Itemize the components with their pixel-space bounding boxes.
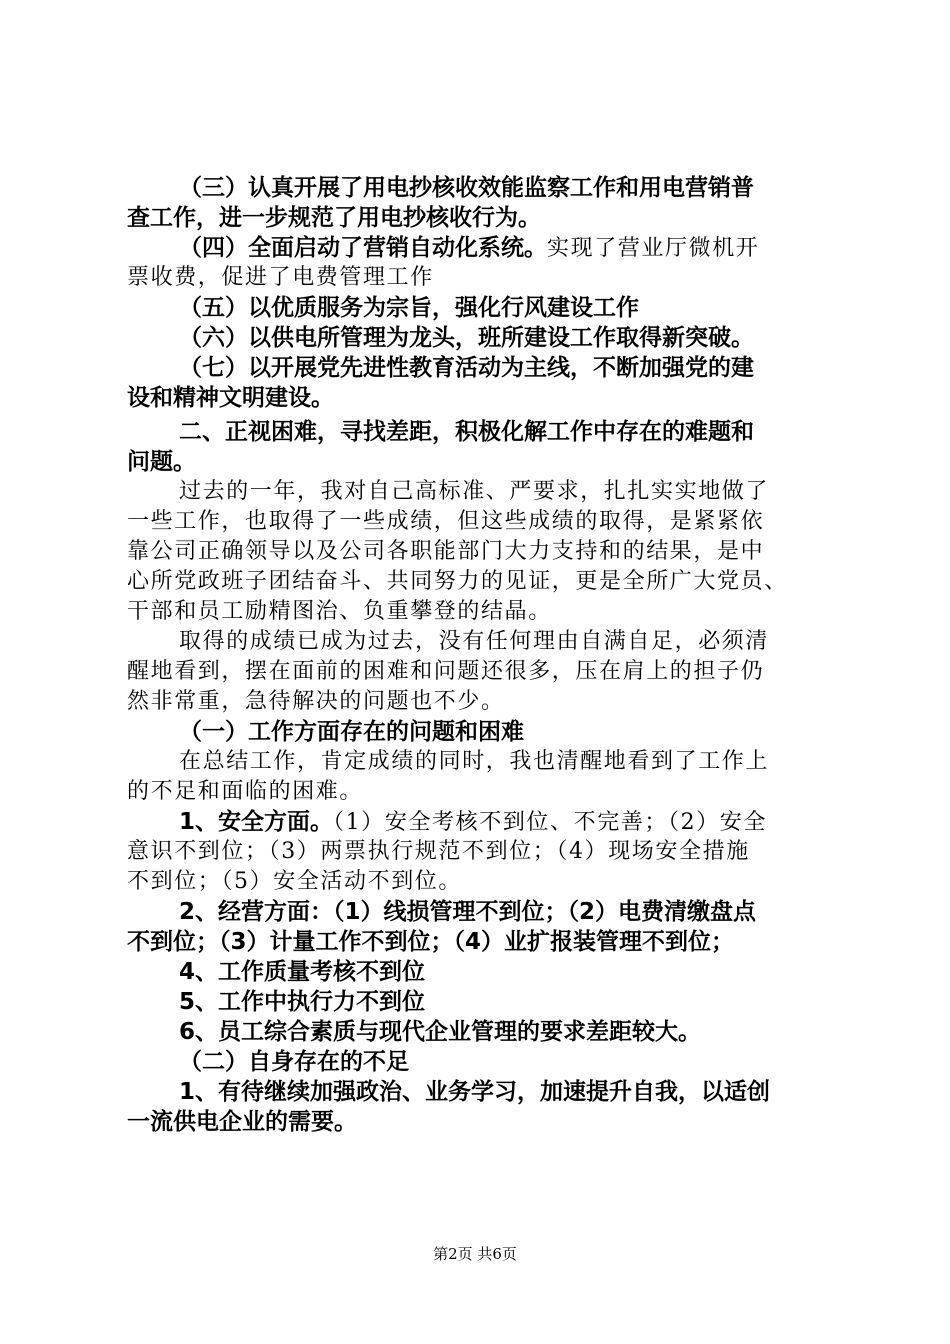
- body-span: 实现了营业厅微机开: [547, 236, 760, 261]
- list-item: 6、员工综合素质与现代企业管理的要求差距较大。: [179, 1019, 702, 1045]
- document-body: [127, 173, 847, 1137]
- list-item: 1、有待继续加强政治、业务学习，加速提升自我，以适创: [179, 1079, 771, 1105]
- paragraph-line: 票收费，促进了电费管理工作: [127, 265, 434, 290]
- paragraph-line: 取得的成绩已成为过去，没有任何理由自满自足，必须清: [179, 629, 770, 654]
- subsection-heading: （二）自身存在的不足: [179, 1049, 409, 1075]
- section-heading: 问题。: [127, 449, 196, 475]
- heading-span: （四）全面启动了营销自动化系统。: [179, 235, 547, 261]
- section-heading: 二、正视困难，寻找差距，积极化解工作中存在的难题和: [179, 419, 754, 445]
- list-item: 一流供电企业的需要。: [127, 1109, 357, 1135]
- paragraph-line: （六）以供电所管理为龙头，班所建设工作取得新突破。: [179, 325, 754, 351]
- paragraph-line: （七）以开展党先进性教育活动为主线，不断加强党的建: [179, 355, 754, 381]
- paragraph-line: 设和精神文明建设。: [127, 385, 334, 411]
- paragraph-line: 靠公司正确领导以及公司各职能部门大力支持和的结果，是中: [127, 539, 765, 564]
- paragraph-line: （五）以优质服务为宗旨，强化行风建设工作: [179, 295, 639, 321]
- subsection-heading: （一）工作方面存在的问题和困难: [179, 719, 524, 745]
- paragraph-line: 在总结工作，肯定成绩的同时，我也清醒地看到了工作上: [179, 749, 770, 774]
- item-heading-span: 1、安全方面。: [179, 809, 334, 835]
- paragraph-line: 然非常重，急待解决的问题也不少。: [127, 689, 505, 714]
- body-span: （1）安全考核不到位、不完善；（2）安全: [333, 810, 768, 835]
- paragraph-line: 查工作，进一步规范了用电抄核收行为。: [127, 205, 541, 231]
- paragraph-line: 一些工作，也取得了一些成绩，但这些成绩的取得，是紧紧依: [127, 509, 765, 534]
- paragraph-line: 心所党政班子团结奋斗、共同努力的见证，更是全所广大党员、: [127, 569, 788, 594]
- paragraph-line: [127, 233, 847, 263]
- paragraph-line: 意识不到位；（3）两票执行规范不到位；（4）现场安全措施: [127, 839, 750, 864]
- list-item: 4、工作质量考核不到位: [179, 959, 426, 985]
- paragraph-line: [127, 807, 847, 837]
- paragraph-line: 醒地看到，摆在面前的困难和问题还很多，压在肩上的担子仍: [127, 659, 765, 684]
- paragraph-line: 不到位；（5）安全活动不到位。: [127, 869, 462, 894]
- list-item: 5、工作中执行力不到位: [179, 989, 426, 1015]
- page-number-footer: 第2页 共6页: [433, 1245, 517, 1263]
- paragraph-line: 不到位；（3）计量工作不到位；（4）业扩报装管理不到位；: [127, 929, 735, 955]
- paragraph-line: 2、经营方面：（1）线损管理不到位；（2）电费清缴盘点: [179, 899, 757, 925]
- paragraph-line: （三）认真开展了用电抄核收效能监察工作和用电营销普: [179, 175, 754, 201]
- paragraph-line: 干部和员工励精图治、负重攀登的结晶。: [127, 599, 552, 624]
- paragraph-line: 的不足和面临的困难。: [127, 779, 364, 804]
- paragraph-line: 过去的一年，我对自己高标准、严要求，扎扎实实地做了: [179, 479, 770, 504]
